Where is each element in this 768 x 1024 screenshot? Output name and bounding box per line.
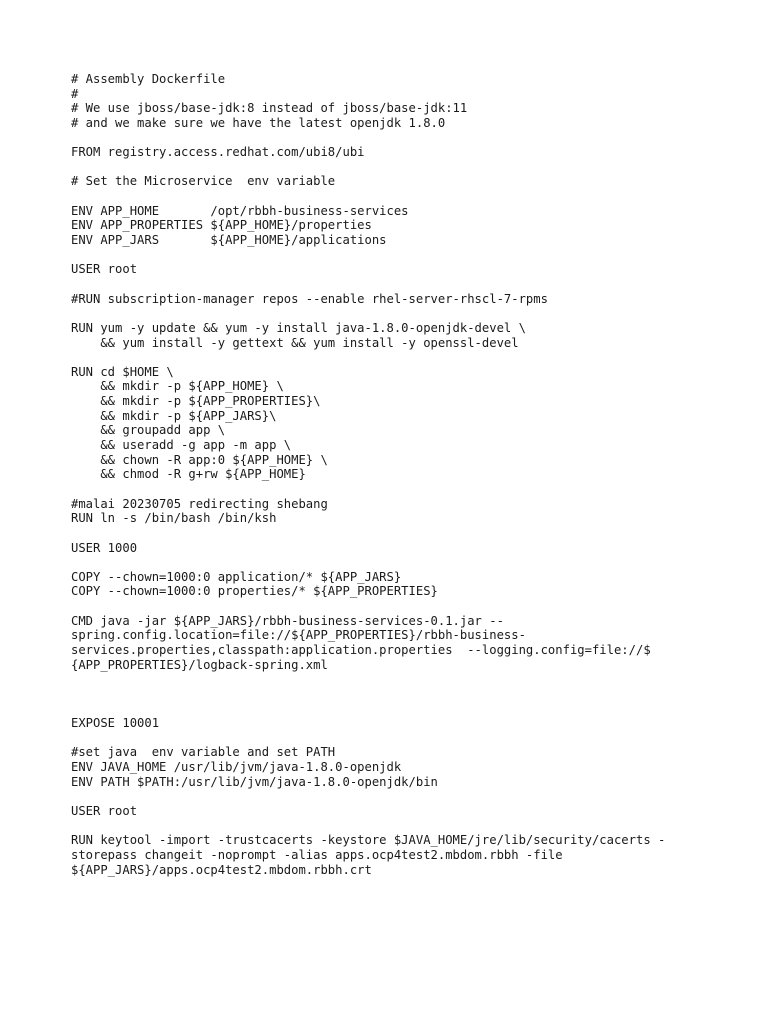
code-line: RUN cd $HOME \ [71,364,174,379]
code-line: && mkdir -p ${APP_HOME} \ [71,379,284,394]
code-line: RUN yum -y update && yum -y install java-1.8.0-openjdk-devel \ [71,320,526,335]
code-line: services.properties,classpath:application.properties --logging.config=file://$ [71,642,651,657]
code-line: && mkdir -p ${APP_JARS}\ [71,408,277,423]
code-line [71,789,731,804]
code-line: RUN ln -s /bin/bash /bin/ksh [71,511,277,526]
code-line: FROM registry.access.redhat.com/ubi8/ubi [71,145,365,160]
code-line: USER root [71,262,138,277]
code-line: EXPOSE 10001 [71,716,160,731]
code-line: && useradd -g app -m app \ [71,438,292,453]
code-line: #malai 20230705 redirecting shebang [71,496,328,511]
code-line: && chmod -R g+rw ${APP_HOME} [71,467,306,482]
code-line [71,277,731,292]
code-line: {APP_PROPERTIES}/logback-spring.xml [71,657,328,672]
code-line: ${APP_JARS}/apps.ocp4test2.mbdom.rbbh.crt [71,862,372,877]
code-line [71,702,731,717]
code-line: #set java env variable and set PATH [71,745,336,760]
code-line: USER root [71,804,138,819]
code-line: # Set the Microservice env variable [71,174,336,189]
code-line: ENV APP_JARS ${APP_HOME}/applications [71,233,387,248]
code-line: spring.config.location=file://${APP_PROPERTIES}/rbbh-business- [71,628,526,643]
code-line: RUN keytool -import -trustcacerts -keystore $JAVA_HOME/jre/lib/security/cacerts - [71,833,666,848]
code-line [71,819,731,834]
code-line [71,306,731,321]
code-line: CMD java -jar ${APP_JARS}/rbbh-business-services-0.1.jar -- [71,613,504,628]
code-line [71,599,731,614]
code-line: COPY --chown=1000:0 properties/* ${APP_PROPERTIES} [71,584,438,599]
code-line: # [71,86,79,101]
dockerfile-text [71,72,731,877]
code-line [71,189,731,204]
code-line [71,555,731,570]
code-line: #RUN subscription-manager repos --enable rhel-server-rhscl-7-rpms [71,291,548,306]
code-line [71,131,731,146]
code-line: USER 1000 [71,540,138,555]
code-line [71,687,731,702]
code-line [71,526,731,541]
code-line: && mkdir -p ${APP_PROPERTIES}\ [71,394,321,409]
code-line: ENV PATH $PATH:/usr/lib/jvm/java-1.8.0-openjdk/bin [71,774,438,789]
code-line [71,350,731,365]
code-line: COPY --chown=1000:0 application/* ${APP_JARS} [71,569,402,584]
code-line: storepass changeit -noprompt -alias apps.ocp4test2.mbdom.rbbh -file [71,847,563,862]
code-line [71,731,731,746]
code-line [71,160,731,175]
code-line: && groupadd app \ [71,423,226,438]
code-line [71,248,731,263]
code-line: # We use jboss/base-jdk:8 instead of jboss/base-jdk:11 [71,101,468,116]
code-line: && yum install -y gettext && yum install -y openssl-devel [71,335,519,350]
code-line: # and we make sure we have the latest openjdk 1.8.0 [71,115,446,130]
code-line: # Assembly Dockerfile [71,72,226,86]
code-line: ENV APP_HOME /opt/rbbh-business-services [71,203,409,218]
code-line [71,482,731,497]
code-line: ENV JAVA_HOME /usr/lib/jvm/java-1.8.0-openjdk [71,760,402,775]
code-line: && chown -R app:0 ${APP_HOME} \ [71,452,328,467]
code-line [71,672,731,687]
code-line: ENV APP_PROPERTIES ${APP_HOME}/properties [71,218,372,233]
